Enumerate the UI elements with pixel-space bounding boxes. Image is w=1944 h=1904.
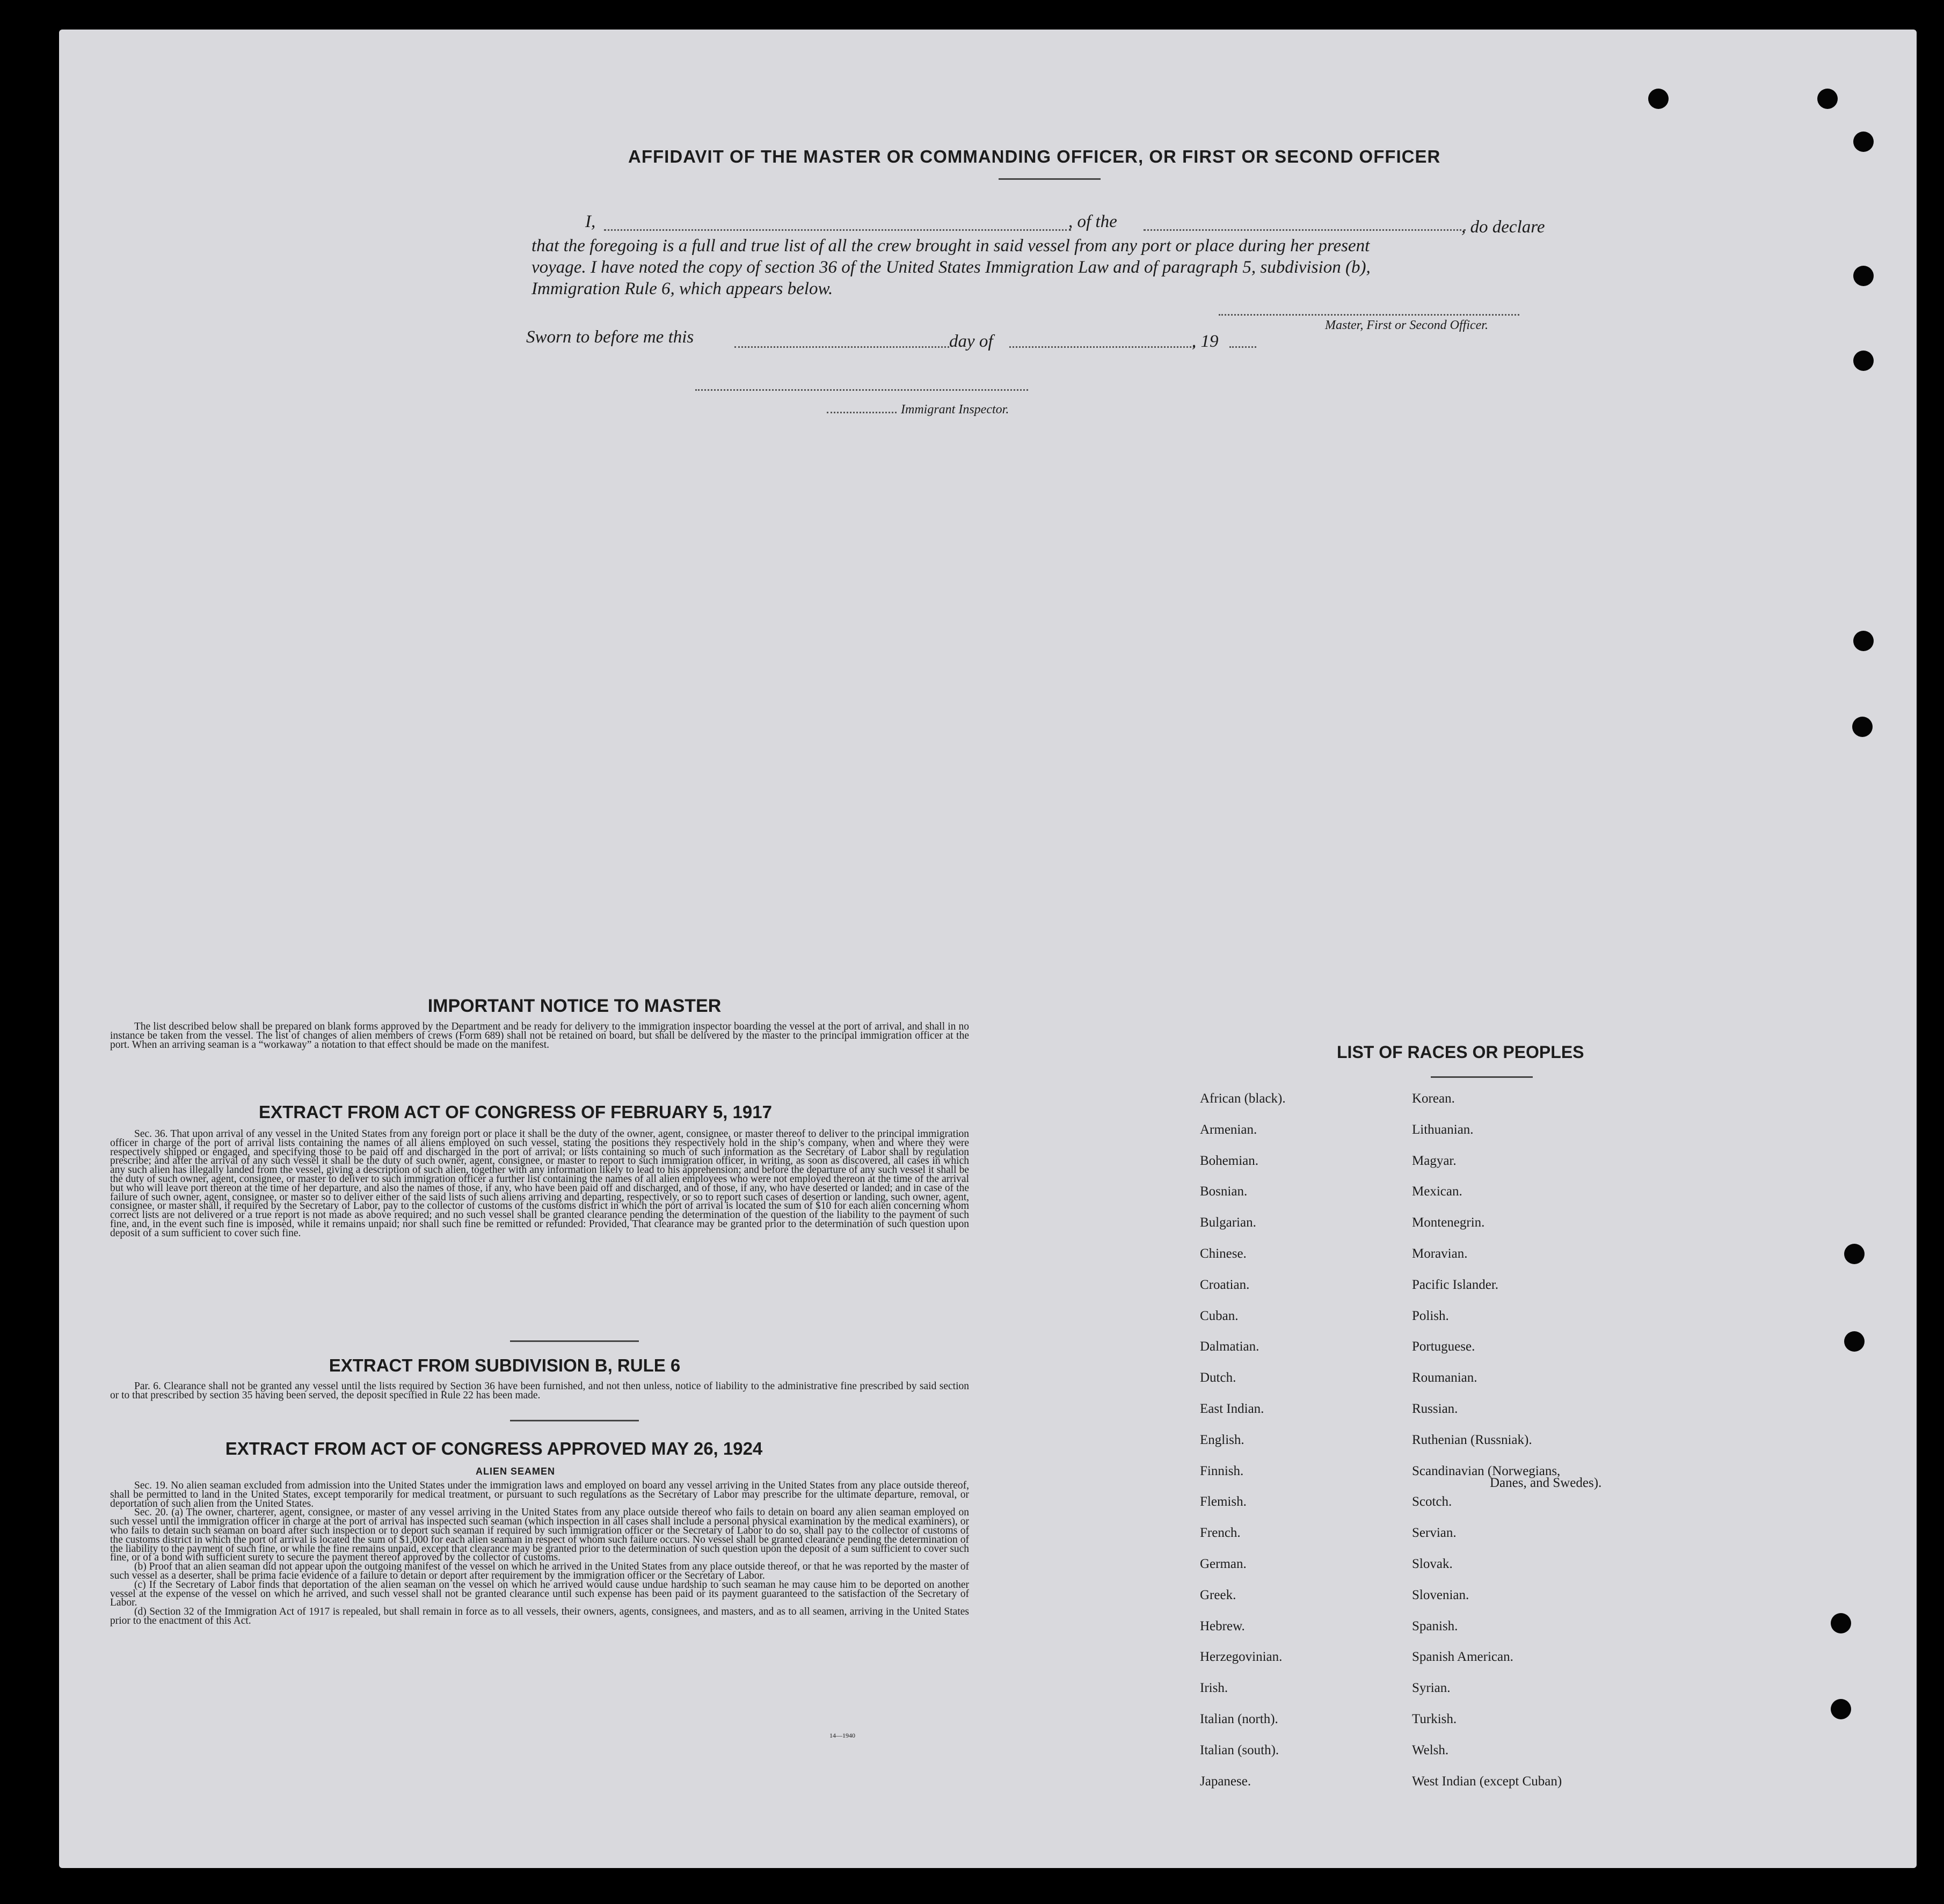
race-item: East Indian.	[1200, 1402, 1264, 1416]
races-title: LIST OF RACES OR PEOPLES	[1337, 1042, 1584, 1062]
affidavit-do-declare: , do declare	[1461, 217, 1545, 237]
race-item: West Indian (except Cuban)	[1412, 1774, 1562, 1789]
race-item: Dutch.	[1200, 1370, 1236, 1385]
extract-1924-title: EXTRACT FROM ACT OF CONGRESS APPROVED MAY 26, 1924	[225, 1439, 763, 1458]
punch-hole	[1844, 1331, 1865, 1352]
sec-19-text: Sec. 19. No alien seaman excluded from admission into the United States under the immigration laws and employed on board any vessel arriving in the United States from any place outside thereof, shall be permitted to land in the United States, except temporarily for medical treatment, or pursuant to such regulations as the Secretary of Labor may prescribe for the ultimate departure, removal, or deportation of such alien from the United States.	[110, 1480, 969, 1509]
day-of-text: day of	[949, 332, 993, 351]
inspector-label: Immigrant Inspector.	[901, 403, 1009, 417]
race-item: Hebrew.	[1200, 1618, 1245, 1633]
race-item: Cuban.	[1200, 1308, 1239, 1323]
race-item: Greek.	[1200, 1587, 1236, 1602]
divider-1	[510, 1340, 639, 1342]
race-item: Lithuanian.	[1412, 1122, 1474, 1137]
affidavit-line-1: that the foregoing is a full and true list of all the crew brought in said vessel from any port or place during her present	[531, 236, 1370, 256]
races-underline	[1431, 1076, 1533, 1078]
race-item: Japanese.	[1200, 1774, 1251, 1789]
notice-text: The list described below shall be prepared on blank forms approved by the Department and be ready for delivery to the immigration inspector boarding the vessel at the port of arrival, and shall in no instance be taken from the vessel. The list of changes of alien members of crews (Form 689) shall not be retained on board, but shall be delivered by the master to the principal immigration officer at the port. When an arriving seaman is a “workaway” a notation to that effect should be made on the manifest.	[110, 1021, 969, 1051]
race-item: Dalmatian.	[1200, 1339, 1259, 1354]
race-item: Flemish.	[1200, 1494, 1247, 1509]
race-item: Mexican.	[1412, 1184, 1462, 1199]
race-item: African (black).	[1200, 1091, 1286, 1106]
race-item: French.	[1200, 1526, 1241, 1541]
race-item: Korean.	[1412, 1091, 1455, 1106]
race-item: Slovak.	[1412, 1557, 1453, 1571]
race-item: Russian.	[1412, 1402, 1458, 1416]
notice-title: IMPORTANT NOTICE TO MASTER	[427, 996, 722, 1016]
month-blank[interactable]	[1009, 346, 1195, 348]
form-number: 14—1940	[829, 1732, 855, 1739]
race-item: Polish.	[1412, 1308, 1449, 1323]
race-item: Montenegrin.	[1412, 1215, 1485, 1230]
divider-2	[510, 1420, 639, 1421]
punch-hole	[1648, 89, 1669, 109]
race-item: Scotch.	[1412, 1494, 1452, 1509]
affidavit-i: I,	[585, 212, 596, 231]
master-signature-line[interactable]	[1219, 314, 1519, 316]
race-item: Turkish.	[1412, 1712, 1457, 1726]
sec-20d-text: (d) Section 32 of the Immigration Act of 1917 is repealed, but shall remain in force as to all vessels, their owners, agents, consignees, and masters, and as to all seamen, arriving in the United States prior to the enactment of this Act.	[110, 1606, 969, 1626]
day-blank[interactable]	[734, 346, 949, 348]
race-scandinavian-cont: Danes, and Swedes).	[1490, 1476, 1602, 1490]
punch-hole	[1853, 132, 1874, 152]
race-item: Armenian.	[1200, 1122, 1257, 1137]
affidavit-line-3: Immigration Rule 6, which appears below.	[531, 279, 833, 298]
race-item: Irish.	[1200, 1681, 1228, 1696]
punch-hole	[1853, 351, 1874, 371]
sec-20a-text: Sec. 20. (a) The owner, charterer, agent, consignee, or master of any vessel arriving in the United States from any place outside thereof who fails to detain on board any alien seaman employed on such vessel until the immigration officer in charge at the port of arrival has inspected such seaman (which inspection in all cases shall include a personal physical examination by the medical examiners), or who fails to detain such seaman on board after such inspection or to deport such seaman if required by such immigration officer or the Secretary of Labor to do so, shall pay to the collector of customs of the customs district in which the port of arrival is located the sum of $1,000 for each alien seaman in respect of whom such failure occurs. No vessel shall be granted clearance pending the determination of the liability to the payment of such fine, or while the fine remains unpaid, except that clearance may be granted prior to the determination of such question upon the deposit of a sum sufficient to cover such fine, or of a bond with sufficient surety to secure the payment thereof approved by the collector of customs.	[110, 1507, 969, 1564]
race-item: Spanish American.	[1412, 1650, 1513, 1665]
punch-hole	[1831, 1699, 1851, 1719]
form-page	[59, 30, 1917, 1868]
punch-hole	[1817, 89, 1838, 109]
race-item: Bulgarian.	[1200, 1215, 1256, 1230]
race-item: German.	[1200, 1557, 1247, 1571]
race-item: English.	[1200, 1432, 1244, 1447]
race-item: Pacific Islander.	[1412, 1277, 1499, 1292]
race-item: Roumanian.	[1412, 1370, 1477, 1385]
race-item: Bohemian.	[1200, 1153, 1259, 1168]
race-item: Italian (north).	[1200, 1712, 1278, 1726]
race-item: Chinese.	[1200, 1246, 1247, 1261]
vessel-blank[interactable]	[1144, 229, 1466, 231]
affidavit-of-the: , of the	[1068, 212, 1117, 231]
race-item: Magyar.	[1412, 1153, 1457, 1168]
extract-1917-title: EXTRACT FROM ACT OF CONGRESS OF FEBRUARY 5, 1917	[259, 1102, 772, 1122]
affidavit-line-2: voyage. I have noted the copy of section 36 of the United States Immigration Law and of paragraph 5, subdivision (b),	[531, 258, 1371, 277]
race-item: Welsh.	[1412, 1742, 1449, 1757]
extract-1924-text	[110, 1482, 969, 1626]
inspector-signature-line[interactable]	[695, 389, 1028, 391]
name-blank[interactable]	[604, 229, 1071, 231]
race-item: Croatian.	[1200, 1277, 1250, 1292]
punch-hole	[1852, 717, 1873, 737]
race-item: Servian.	[1412, 1526, 1457, 1541]
extract-1924-subtitle: ALIEN SEAMEN	[475, 1466, 555, 1477]
race-item: Scandinavian (Norwegians,	[1412, 1463, 1561, 1478]
year-text: , 19	[1192, 332, 1219, 351]
sec-20c-text: (c) If the Secretary of Labor finds that deportation of the alien seaman on the vessel on which he arrived would cause undue hardship to such seaman he may cause him to be deported on another vessel at the expense of the vessel on which he arrived, and such vessel shall not be granted clearance until such expense has been paid or its payment guaranteed to the satisfaction of the Secretary of Labor.	[110, 1579, 969, 1609]
race-item: Finnish.	[1200, 1463, 1244, 1478]
sworn-text: Sworn to before me this	[526, 327, 694, 347]
inspector-lead-dots	[827, 412, 897, 413]
race-item: Ruthenian (Russniak).	[1412, 1432, 1532, 1447]
affidavit-title: AFFIDAVIT OF THE MASTER OR COMMANDING OFFICER, OR FIRST OR SECOND OFFICER	[628, 147, 1441, 166]
punch-hole	[1831, 1613, 1851, 1633]
year-blank[interactable]	[1229, 346, 1256, 348]
race-item: Syrian.	[1412, 1681, 1451, 1696]
title-underline	[999, 178, 1101, 180]
race-item: Herzegovinian.	[1200, 1650, 1283, 1665]
race-item: Bosnian.	[1200, 1184, 1248, 1199]
race-item: Portuguese.	[1412, 1339, 1475, 1354]
extract-1917-text: Sec. 36. That upon arrival of any vessel in the United States from any foreign port or place it shall be the duty of the owner, agent, consignee, or master thereof to deliver to the principal immigration officer in charge of the port of arrival lists containing the names of all aliens employed on such vessel, stating the positions they respectively hold in the ship’s company, when and where they were respectively shipped or engaged, and specifying those to be paid off and discharged in the port of arrival; or lists containing so much of such information as the Secretary of Labor shall by regulation prescribe; and after the arrival of any such vessel it shall be the duty of such owner, agent, consignee, or master to report to such immigration officer, in writing, as soon as discovered, all cases in which any such alien has illegally landed from the vessel, giving a description of such alien, together with any information likely to lead to his apprehension; and before the departure of any such vessel it shall be the duty of such owner, agent, consignee, or master to deliver to such immigration officer a further list containing the names of all alien employees who were not employed thereon at the time of the arrival but who will leave port thereon at the time of her departure, and also the names of those, if any, who have been paid off and discharged, and of those, if any, who have deserted or landed; and in case of the failure of such owner, agent, consignee, or master so to deliver either of the said lists of such aliens arriving and departing, respectively, or so to report such cases of desertion or landing, such owner, agent, consignee, or master shall, if required by the Secretary of Labor, pay to the collector of customs of the customs district in which the port of arrival is located the sum of $10 for each alien concerning whom correct lists are not delivered or a true report is not made as above required; and no such vessel shall be granted clearance pending the determination of the question of the liability to the payment of such fine, and, in the event such fine is imposed, while it remains unpaid; nor shall such fine be remitted or refunded: Provided, That clearance may be granted prior to the determination of such question upon deposit of a sum sufficient to cover such fine.	[110, 1128, 969, 1239]
sec-20b-text: (b) Proof that an alien seaman did not appear upon the outgoing manifest of the vessel on which he arrived in the United States from any place outside thereof, or that he was reported by the master of such vessel as a deserter, shall be prima facie evidence of a failure to detain or deport after requirement by the immigration officer or the Secretary of Labor.	[110, 1561, 969, 1581]
rule6-title: EXTRACT FROM SUBDIVISION B, RULE 6	[329, 1355, 681, 1375]
master-signature-label: Master, First or Second Officer.	[1325, 318, 1488, 332]
race-item: Spanish.	[1412, 1618, 1458, 1633]
rule6-text: Par. 6. Clearance shall not be granted any vessel until the lists required by Section 36 have been furnished, and not then unless, notice of liability to the administrative fine prescribed by said section or to that prescribed by section 35 having been served, the deposit specified in Rule 22 has been made.	[110, 1381, 969, 1401]
punch-hole	[1853, 266, 1874, 286]
race-item: Moravian.	[1412, 1246, 1468, 1261]
punch-hole	[1844, 1244, 1865, 1264]
race-item: Slovenian.	[1412, 1587, 1469, 1602]
race-item: Italian (south).	[1200, 1742, 1279, 1757]
punch-hole	[1853, 631, 1874, 651]
